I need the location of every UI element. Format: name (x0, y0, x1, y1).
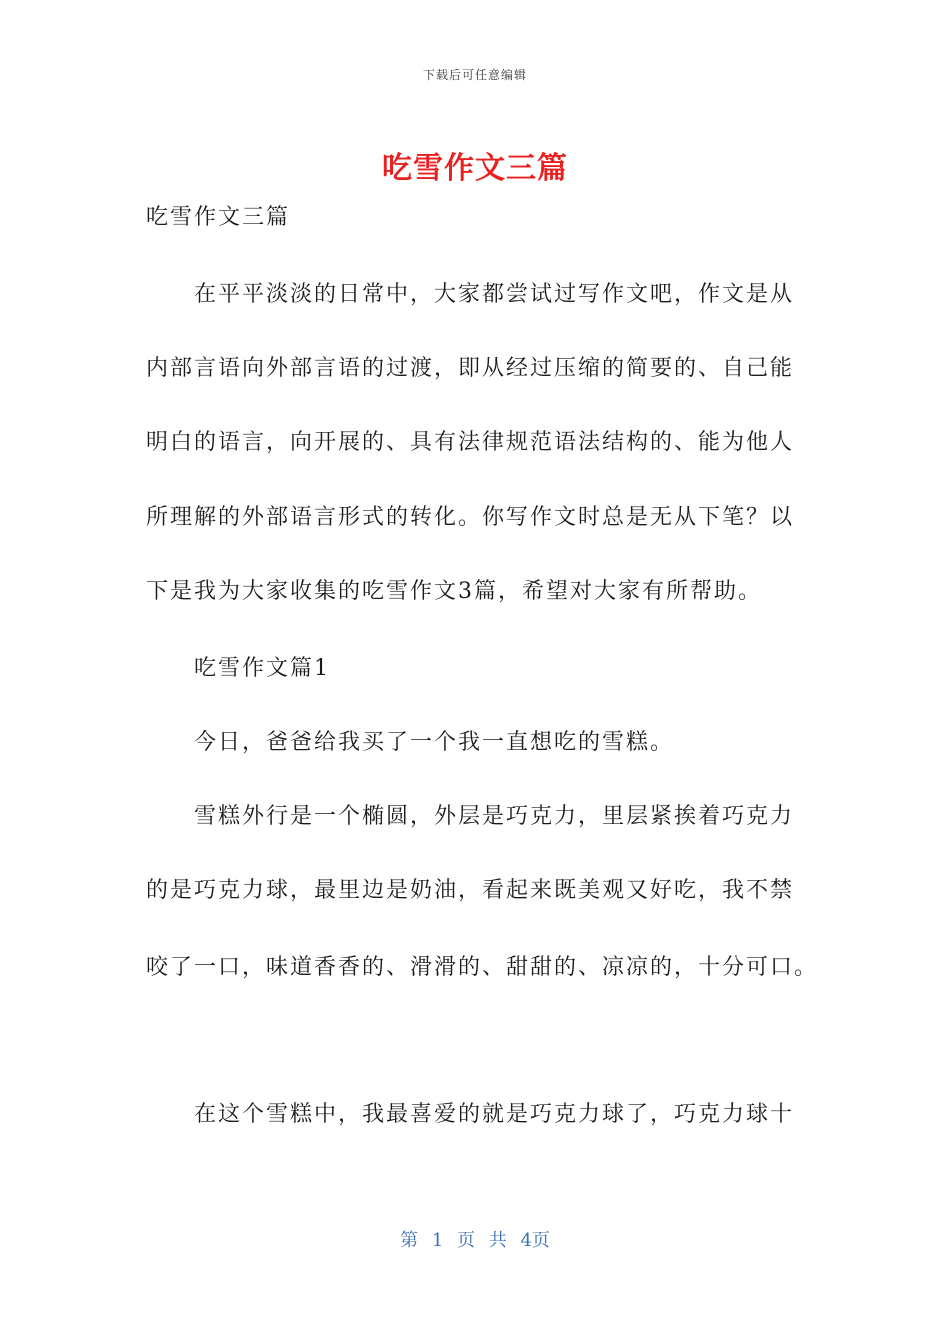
document-title: 吃雪作文三篇 (382, 151, 568, 186)
footer-page-unit: 页 (457, 1230, 475, 1251)
paragraph-line: 所理解的外部语言形式的转化。你写作文时总是无从下笔？以 (146, 505, 795, 530)
section-heading: 吃雪作文篇1 (194, 656, 330, 681)
paragraph-line: 内部言语向外部言语的过渡，即从经过压缩的简要的、自己能 (146, 356, 795, 381)
footer-page-number: 1 (431, 1230, 444, 1251)
paragraph-line: 今日，爸爸给我买了一个我一直想吃的雪糕。 (194, 730, 675, 755)
footer-prefix: 第 (400, 1230, 419, 1251)
paragraph-line: 的是巧克力球，最里边是奶油，看起来既美观又好吃，我不禁 (146, 878, 795, 903)
paragraph-line: 在平平淡淡的日常中，大家都尝试过写作文吧，作文是从 (194, 282, 795, 307)
paragraph-line: 在这个雪糕中，我最喜爱的就是巧克力球了，巧克力球十 (194, 1102, 795, 1127)
subtitle-line: 吃雪作文三篇 (146, 205, 291, 230)
paragraph-line: 雪糕外行是一个椭圆，外层是巧克力，里层紧挨着巧克力 (194, 804, 795, 829)
footer-total-prefix: 共 (488, 1230, 507, 1251)
page-footer (0, 1226, 950, 1252)
paragraph-line: 明白的语言，向开展的、具有法律规范语法结构的、能为他人 (146, 430, 795, 455)
paragraph-line: 下是我为大家收集的吃雪作文3篇，希望对大家有所帮助。 (146, 579, 762, 604)
header-note: 下载后可任意编辑 (422, 68, 527, 82)
paragraph-line: 咬了一口，味道香香的、滑滑的、甜甜的、凉凉的，十分可口。 (146, 955, 819, 980)
footer-total: 4页 (520, 1230, 550, 1251)
